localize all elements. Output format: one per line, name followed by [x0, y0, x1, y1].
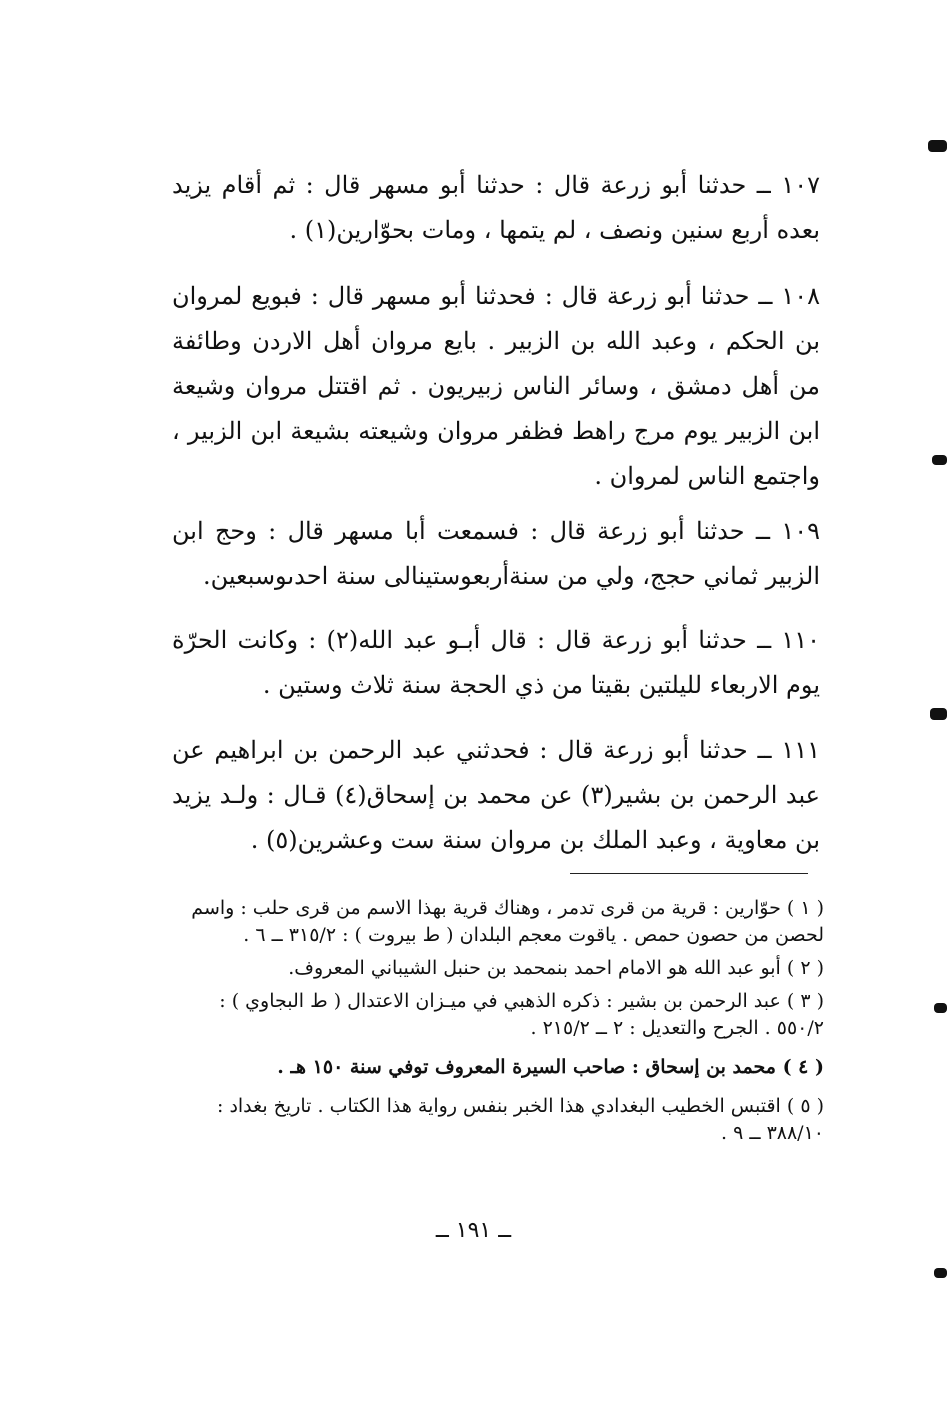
paragraph-text: ١١٠ ــ حدثنا أبو زرعة قال : قال أبـو عبد الله(٢) : وكانت الحرّة يوم الاربعاء لليلتين بقيتا من ذي الحجة سنة ثلاث وستين . — [172, 626, 821, 699]
paragraph-107 — [172, 163, 820, 253]
footnote-text: اقتبس الخطيب البغدادي هذا الخبر بنفس رواية هذا الكتاب . تاريخ بغداد : ٣٨٨/١٠ ــ ٩ . — [217, 1095, 824, 1144]
footnote-number: ( ٥ ) — [786, 1095, 824, 1117]
footnote-number: ( ٣ ) — [786, 990, 824, 1012]
paragraph-109 — [172, 509, 820, 599]
footnote-2 — [176, 955, 824, 982]
footnote-5 — [176, 1093, 824, 1147]
footnote-text: عبد الرحمن بن بشير : ذكره الذهبي في ميـزان الاعتدال ( ط البجاوي ) : ٥٥٠/٢ . الجرح والتعديل : ٢ ــ ٢١٥/٢ . — [219, 990, 824, 1039]
footnote-separator — [570, 873, 808, 874]
margin-mark — [928, 140, 947, 152]
footnote-1 — [176, 895, 824, 949]
margin-mark — [930, 708, 947, 720]
margin-mark — [934, 1003, 947, 1013]
footnote-number: ( ٤ ) — [782, 1056, 824, 1078]
footnote-number: ( ٢ ) — [786, 957, 824, 979]
page-number: ــ ١٩١ ــ — [435, 1218, 512, 1243]
footnote-text: حوّارين : قرية من قرى تدمر ، وهناك قرية بهذا الاسم من قرى حلب : واسم لحصن من حصون حمص . ياقوت معجم البلدان ( ط بيروت ) : ٣١٥/٢ ــ ٦ . — [191, 897, 824, 946]
paragraph-text: ١٠٨ ــ حدثنا أبو زرعة قال : فحدثنا أبو مسهر قال : فبويع لمروان بن الحكم ، وعبد الله بن الزبير . بايع مروان أهل الاردن وطائفة من أهل دمشق ، وسائر الناس زبيريون . ثم اقتتل مروان وشيعة ابن الزبير يوم مرج راهط فظفر مروان وشيعته بشيعة ابن الزبير ، واجتمع الناس لمروان . — [172, 282, 820, 490]
paragraph-108 — [172, 274, 820, 499]
footnote-4 — [176, 1054, 824, 1081]
paragraph-text: ١١١ ــ حدثنا أبو زرعة قال : فحدثني عبد الرحمن بن ابراهيم عن عبد الرحمن بن بشير(٣) عن محمد بن إسحاق(٤) قـال : ولـد يزيد بن معاوية ، وعبد الملك بن مروان سنة ست وعشرين(٥) . — [172, 736, 821, 854]
margin-mark — [934, 1268, 947, 1278]
paragraph-111 — [172, 728, 820, 863]
paragraph-text: ١٠٧ ــ حدثنا أبو زرعة قال : حدثنا أبو مسهر قال : ثم أقام يزيد بعده أربع سنين ونصف ، لم يتمها ، ومات بحوّارين(١) . — [172, 171, 820, 244]
paragraph-text: ١٠٩ ــ حدثنا أبو زرعة قال : فسمعت أبا مسهر قال : وحج ابن الزبير ثماني حجج، ولي من سنةأربعوستينالى سنة احدىوسبعين. — [172, 517, 820, 590]
footnotes — [176, 895, 824, 1147]
footnote-3 — [176, 988, 824, 1042]
paragraph-110 — [172, 618, 820, 708]
footnote-text: أبو عبد الله هو الامام احمد بنمحمد بن حنبل الشيباني المعروف. — [288, 957, 781, 979]
footnote-text: محمد بن إسحاق : صاحب السيرة المعروف توفي سنة ١٥٠ هـ . — [277, 1056, 776, 1078]
margin-mark — [932, 455, 947, 465]
footnote-number: ( ١ ) — [786, 897, 824, 919]
